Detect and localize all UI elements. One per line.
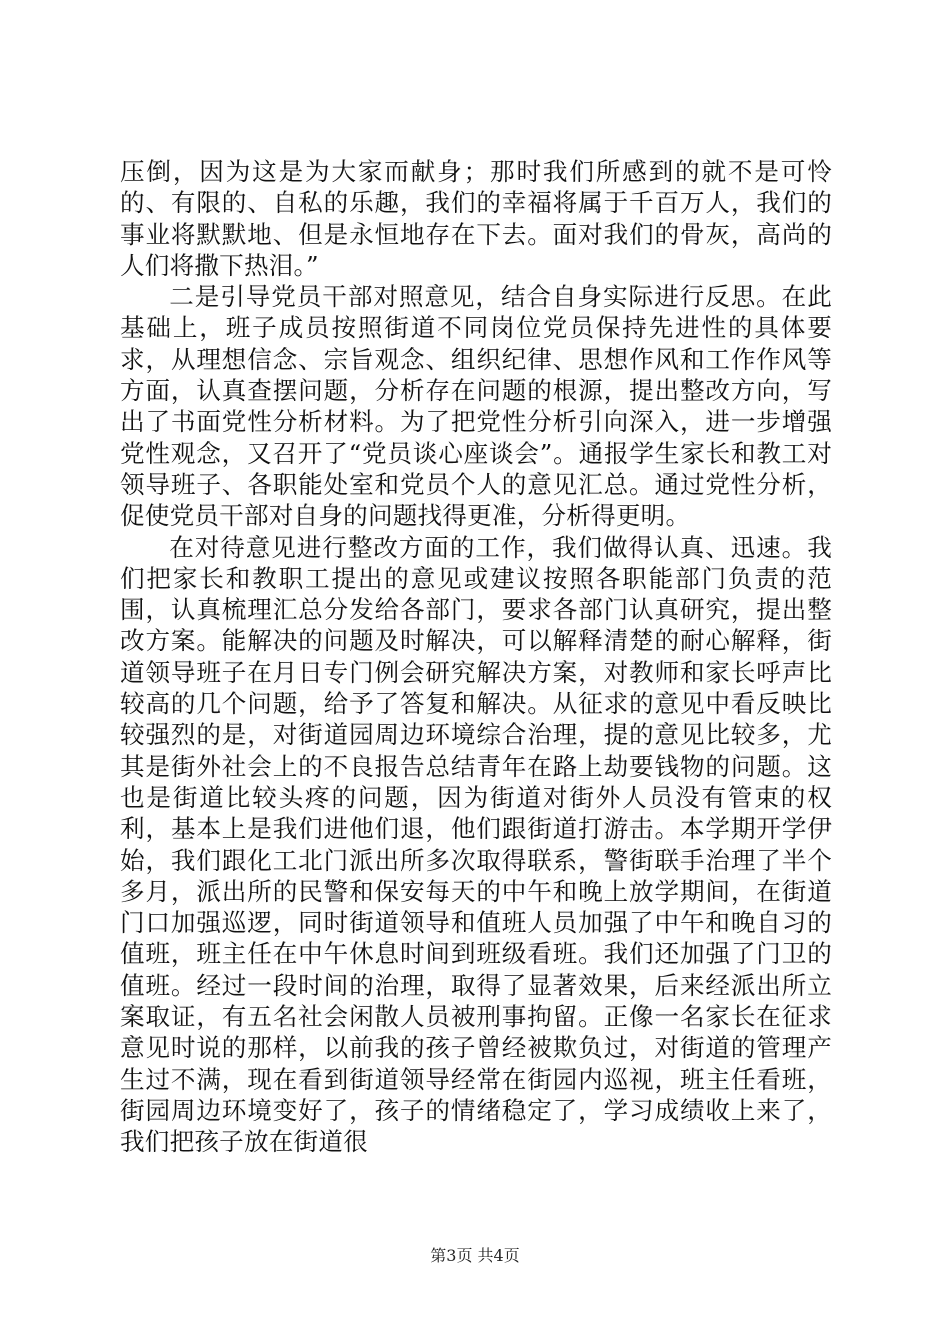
paragraph-party-analysis: 二是引导党员干部对照意见，结合自身实际进行反思。在此基础上，班子成员按照街道不同岗位党员保持先进性的具体要求，从理想信念、宗旨观念、组织纪律、思想作风和工作作风等方面，认真查摆问题，分析存在问题的根源，提出整改方向，写出了书面党性分析材料。为了把党性分析引向深入，进一步增强党性观念，又召开了“党员谈心座谈会”。通报学生家长和教工对领导班子、各职能处室和党员个人的意见汇总。通过党性分析，促使党员干部对自身的问题找得更准，分析得更明。: [120, 282, 832, 531]
page-footer: [0, 1246, 950, 1266]
paragraph-continuation: 压倒，因为这是为大家而献身；那时我们所感到的就不是可怜的、有限的、自私的乐趣，我们的幸福将属于千百万人，我们的事业将默默地、但是永恒地存在下去。面对我们的骨灰，高尚的人们将撒下热泪。”: [120, 157, 832, 280]
document-body: [120, 156, 832, 1158]
page-number-label: 第3页 共4页: [430, 1246, 520, 1265]
paragraph-rectification: 在对待意见进行整改方面的工作，我们做得认真、迅速。我们把家长和教职工提出的意见或建议按照各职能部门负责的范围，认真梳理汇总分发给各部门，要求各部门认真研究，提出整改方案。能解决的问题及时解决，可以解释清楚的耐心解释，街道领导班子在月日专门例会研究解决方案，对教师和家长呼声比较高的几个问题，给予了答复和解决。从征求的意见中看反映比较强烈的是，对街道园周边环境综合治理，提的意见比较多，尤其是街外社会上的不良报告总结青年在路上劫要钱物的问题。这也是街道比较头疼的问题，因为街道对街外人员没有管束的权利，基本上是我们进他们退，他们跟街道打游击。本学期开学伊始，我们跟化工北门派出所多次取得联系，警街联手治理了半个多月，派出所的民警和保安每天的中午和晚上放学期间，在街道门口加强巡逻，同时街道领导和值班人员加强了中午和晚自习的值班，班主任在中午休息时间到班级看班。我们还加强了门卫的值班。经过一段时间的治理，取得了显著效果，后来经派出所立案取证，有五名社会闲散人员被刑事拘留。正像一名家长在征求意见时说的那样，以前我的孩子曾经被欺负过，对街道的管理产生过不满，现在看到街道领导经常在街园内巡视，班主任看班，街园周边环境变好了，孩子的情绪稳定了，学习成绩收上来了，我们把孩子放在街道很: [120, 532, 832, 1157]
